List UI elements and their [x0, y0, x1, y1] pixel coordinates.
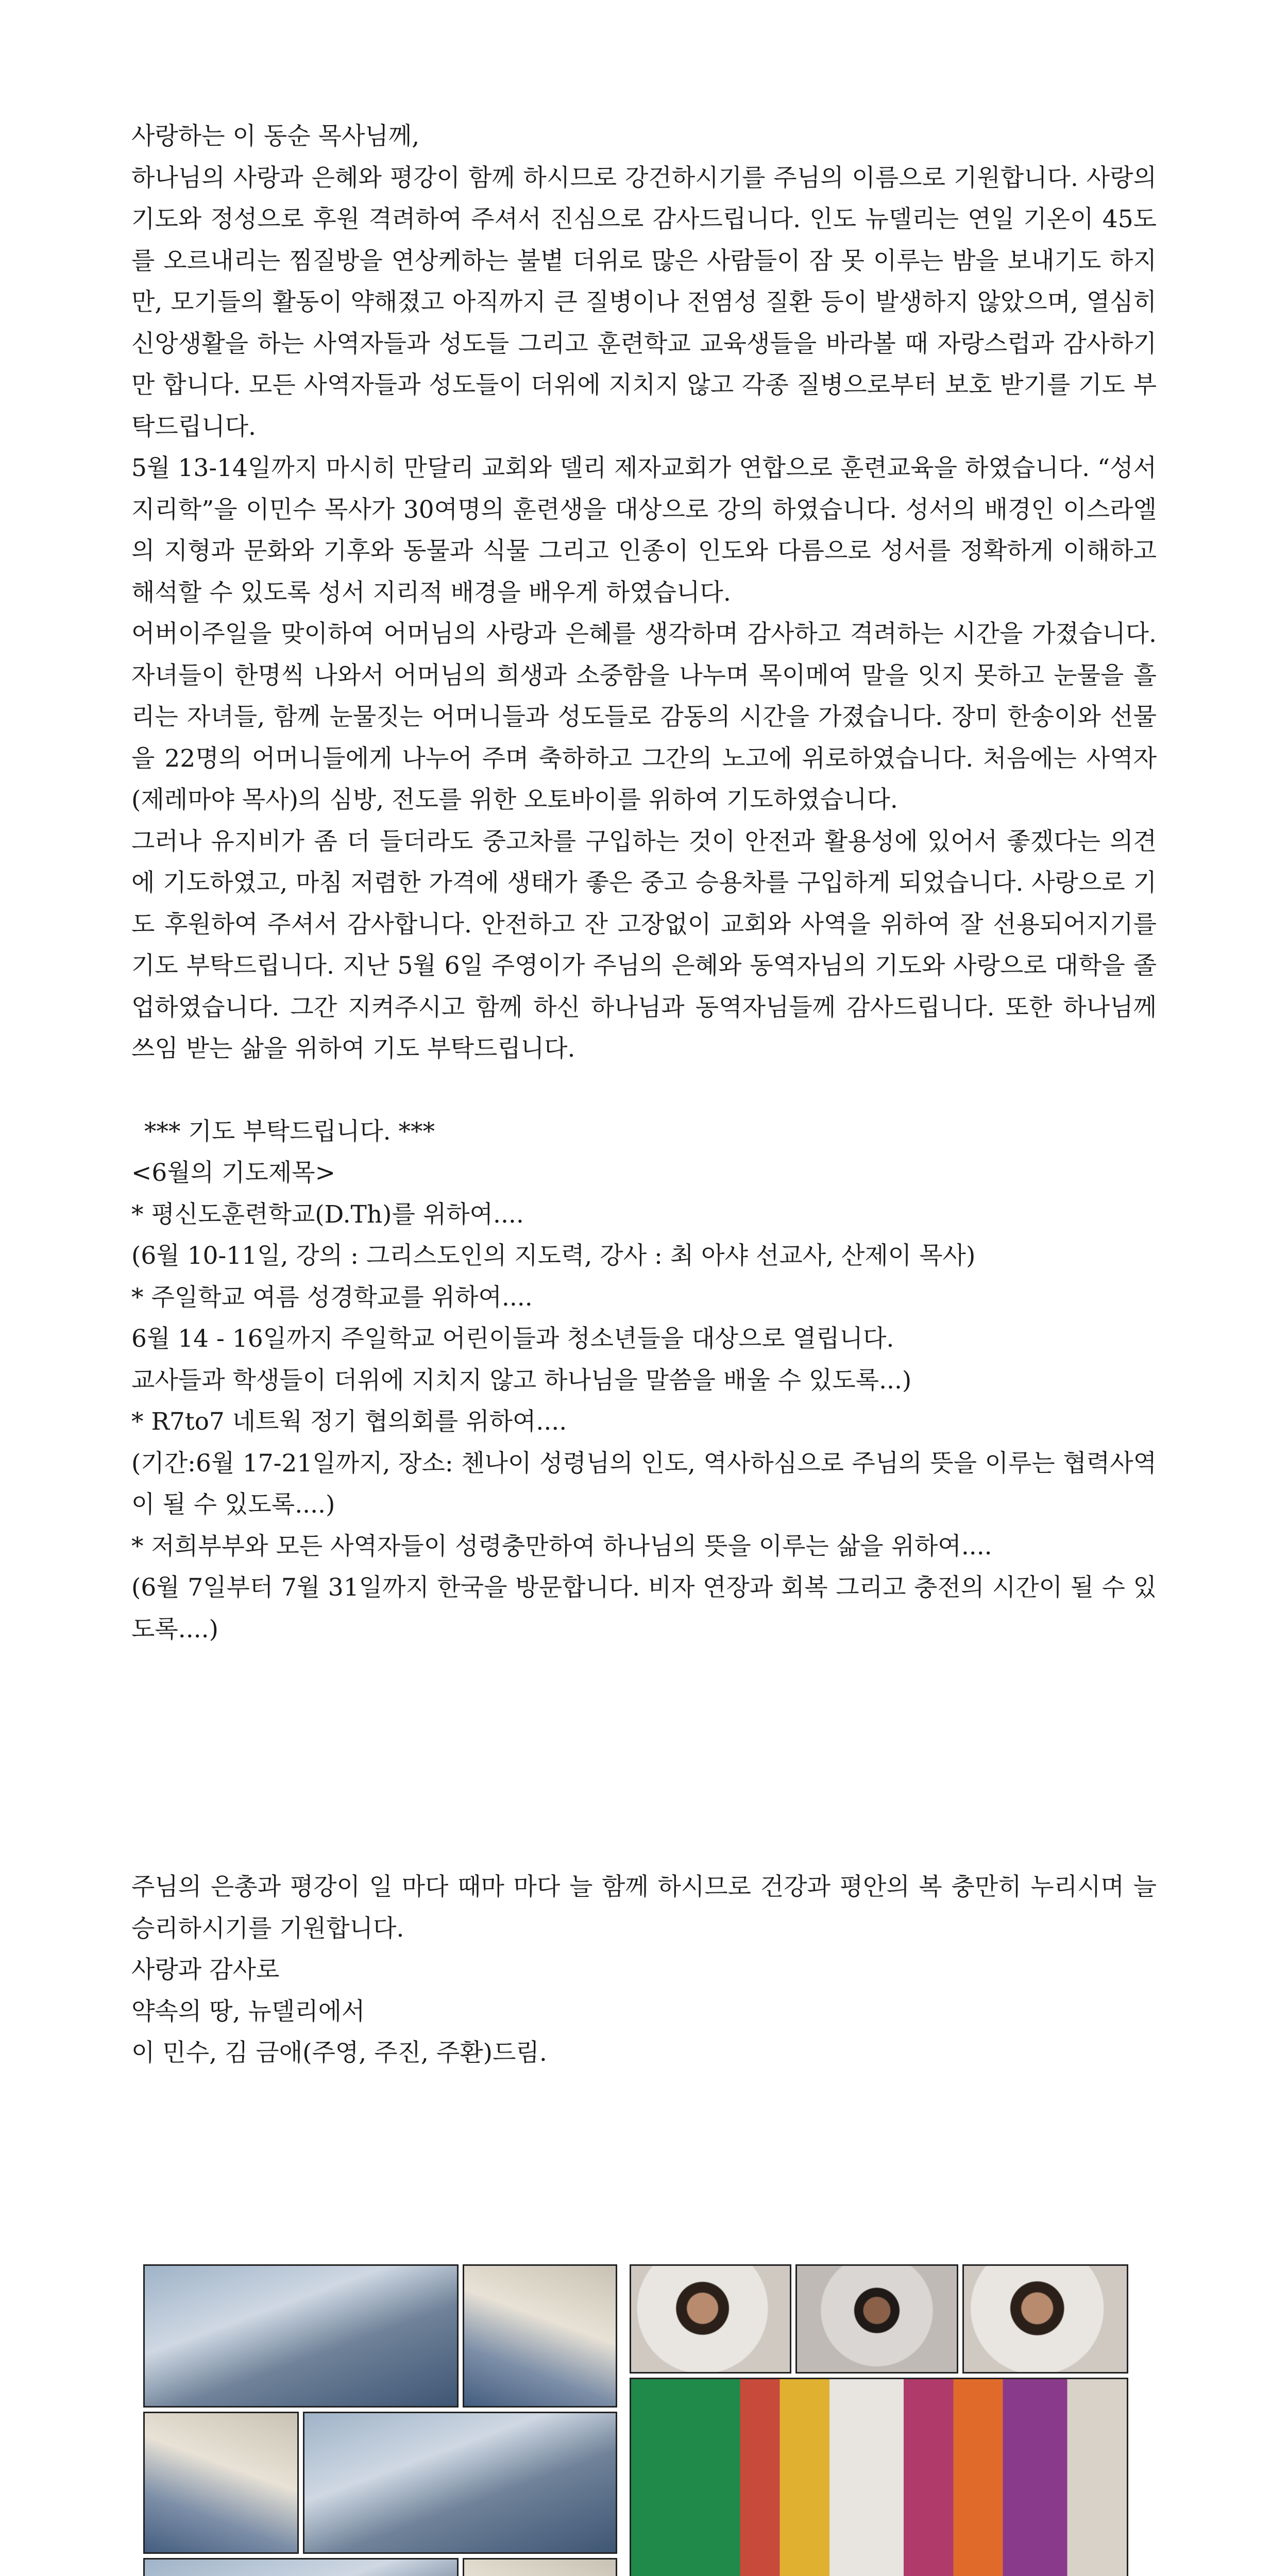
- prayer-item-1-detail: (6월 10-11일, 강의 : 그리스도인의 지도력, 강사 : 최 아샤 선교사, 산제이 목사): [131, 1242, 976, 1270]
- prayer-item-1: * 평신도훈련학교(D.Th)를 위하여....: [131, 1200, 524, 1229]
- signoff-line-1: 사랑과 감사로: [131, 1956, 280, 1984]
- paragraph-1: 하나님의 사랑과 은혜와 평강이 함께 하시므로 강건하시기를 주님의 이름으로 기원합니다. 사랑의 기도와 정성으로 후원 격려하여 주셔서 진심으로 감사드립니다. 인도 뉴델리는 연일 기온이 45도를 오르내리는 찜질방을 연상케하는 불볕 더위로 많은 사람들이 잠 못 이루는 밤을 보내기도 하지만, 모기들의 활동이 약해졌고 아직까지 큰 질병이나 전염성 질환 등이 발생하지 않았으며, 열심히 신앙생활을 하는 사역자들과 성도들 그리고 훈련학교 교육생들을 바라볼 때 자랑스럽과 감사하기만 합니다. 모든 사역자들과 성도들이 더위에 지치지 않고 각종 질병으로부터 보호 받기를 기도 부탁드립니다.: [131, 163, 1157, 441]
- prayer-topics-title: <6월의 기도제목>: [131, 1159, 336, 1187]
- training-class-photo: [143, 2264, 459, 2408]
- closing-blessing: 주님의 은총과 평강이 일 마다 때마 마다 늘 함께 하시므로 건강과 평안의 복 충만히 누리시며 늘 승리하시기를 기원합니다.: [131, 1873, 1157, 1943]
- prayer-item-3: * R7to7 네트웍 정기 협의회를 위하여....: [131, 1408, 567, 1436]
- training-class-photo: [463, 2558, 617, 2576]
- paragraph-2: 5월 13-14일까지 마시히 만달리 교회와 델리 제자교회가 연합으로 훈련교육을 하였습니다. “성서지리학”을 이민수 목사가 30여명의 훈련생을 대상으로 강의 하였습니다. 성서의 배경인 이스라엘의 지형과 문화와 기후와 동물과 식물 그리고 인종이 인도와 다름으로 성서를 정확하게 이해하고 해석할 수 있도록 성서 지리적 배경을 배우게 하였습니다.: [131, 454, 1157, 607]
- training-class-photo: [143, 2558, 459, 2576]
- letter-body: [131, 116, 1157, 2074]
- prayer-item-3-detail: (기간:6월 17-21일까지, 장소: 첸나이 성령님의 인도, 역사하심으로 주님의 뜻을 이루는 협력사역이 될 수 있도록....): [131, 1449, 1157, 1519]
- speaker-photo: [630, 2264, 791, 2374]
- signoff-line-3: 이 민수, 김 금애(주영, 주진, 주환)드림.: [131, 2039, 547, 2067]
- prayer-item-4: * 저희부부와 모든 사역자들이 성령충만하여 하나님의 뜻을 이루는 삶을 위하여....: [131, 1532, 992, 1561]
- speaker-photo: [795, 2264, 958, 2374]
- speaker-photo: [962, 2264, 1128, 2374]
- prayer-request-heading: *** 기도 부탁드립니다. ***: [144, 1117, 435, 1146]
- prayer-item-2-detail-2: 교사들과 학생들이 더위에 지치지 않고 하나님을 말씀을 배울 수 있도록...): [131, 1366, 912, 1395]
- training-class-photo: [303, 2412, 617, 2554]
- greeting: 사랑하는 이 동순 목사님께,: [131, 122, 420, 150]
- mothers-day-group-photo: [630, 2378, 1128, 2576]
- paragraph-3: 어버이주일을 맞이하여 어머님의 사랑과 은혜를 생각하며 감사하고 격려하는 시간을 가졌습니다. 자녀들이 한명씩 나와서 어머님의 희생과 소중함을 나누며 목이메여 말을 잇지 못하고 눈물을 흘리는 자녀들, 함께 눈물짓는 어머니들과 성도들로 감동의 시간을 가졌습니다. 장미 한송이와 선물을 22명의 어머니들에게 나누어 주며 축하하고 그간의 노고에 위로하였습니다. 처음에는 사역자(제레마야 목사)의 심방, 전도를 위한 오토바이를 위하여 기도하였습니다.: [131, 620, 1157, 814]
- prayer-item-2: * 주일학교 여름 성경학교를 위하여....: [131, 1283, 533, 1312]
- signoff-line-2: 약속의 땅, 뉴델리에서: [131, 1997, 365, 2026]
- prayer-item-2-detail: 6월 14 - 16일까지 주일학교 어린이들과 청소년들을 대상으로 열립니다.: [131, 1325, 894, 1353]
- training-class-photo: [143, 2412, 299, 2554]
- paragraph-4: 그러나 유지비가 좀 더 들더라도 중고차를 구입하는 것이 안전과 활용성에 있어서 좋겠다는 의견에 기도하였고, 마침 저렴한 가격에 생태가 좋은 중고 승용차를 구입하게 되었습니다. 사랑으로 기도 후원하여 주셔서 감사합니다. 안전하고 잔 고장없이 교회와 사역을 위하여 잘 선용되어지기를 기도 부탁드립니다. 지난 5월 6일 주영이가 주님의 은혜와 동역자님의 기도와 사랑으로 대학을 졸업하였습니다. 그간 지켜주시고 함께 하신 하나님과 동역자님들께 감사드립니다. 또한 하나님께 쓰임 받는 삶을 위하여 기도 부탁드립니다.: [131, 827, 1157, 1063]
- training-class-photo: [463, 2264, 617, 2408]
- prayer-item-4-detail: (6월 7일부터 7월 31일까지 한국을 방문합니다. 비자 연장과 회복 그리고 충전의 시간이 될 수 있도록....): [131, 1573, 1157, 1643]
